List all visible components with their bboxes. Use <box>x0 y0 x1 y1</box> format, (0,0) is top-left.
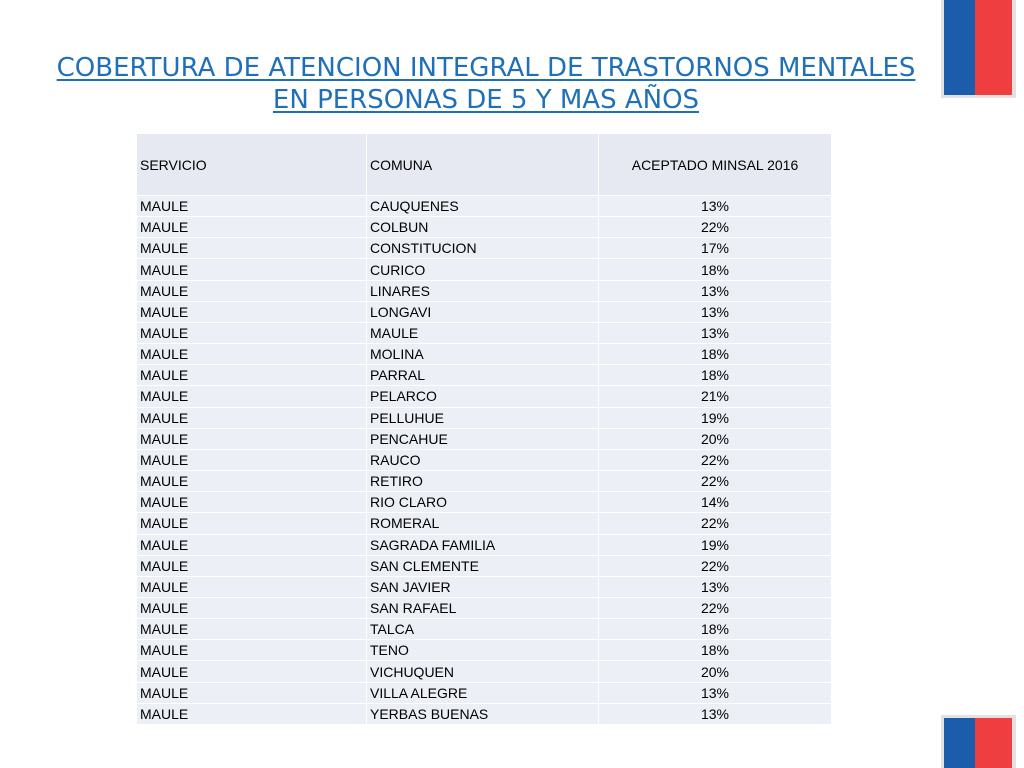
cell-aceptado: 14% <box>599 492 831 512</box>
cell-aceptado: 20% <box>599 661 831 681</box>
cell-comuna: ROMERAL <box>367 513 598 533</box>
cell-servicio: MAULE <box>137 323 366 343</box>
cell-aceptado: 18% <box>599 259 831 279</box>
cell-servicio: MAULE <box>137 513 366 533</box>
flag-blue-stripe <box>944 718 975 768</box>
cell-aceptado: 13% <box>599 704 831 724</box>
cell-aceptado: 13% <box>599 281 831 301</box>
cell-comuna: LONGAVI <box>367 302 598 322</box>
cell-servicio: MAULE <box>137 471 366 491</box>
cell-comuna: RIO CLARO <box>367 492 598 512</box>
cell-comuna: SAN JAVIER <box>367 577 598 597</box>
cell-aceptado: 19% <box>599 535 831 555</box>
flag-decoration-top <box>941 0 1016 98</box>
cell-comuna: VILLA ALEGRE <box>367 683 598 703</box>
cell-aceptado: 18% <box>599 365 831 385</box>
flag-decoration-bottom <box>941 715 1016 768</box>
cell-aceptado: 18% <box>599 640 831 660</box>
cell-comuna: SAGRADA FAMILIA <box>367 535 598 555</box>
column-header-aceptado: ACEPTADO MINSAL 2016 <box>599 134 831 195</box>
cell-servicio: MAULE <box>137 598 366 618</box>
cell-aceptado: 13% <box>599 196 831 216</box>
cell-servicio: MAULE <box>137 535 366 555</box>
cell-servicio: MAULE <box>137 217 366 237</box>
cell-servicio: MAULE <box>137 302 366 322</box>
cell-comuna: TALCA <box>367 619 598 639</box>
cell-aceptado: 13% <box>599 683 831 703</box>
cell-aceptado: 18% <box>599 619 831 639</box>
cell-servicio: MAULE <box>137 238 366 258</box>
data-table <box>137 134 831 724</box>
cell-comuna: PARRAL <box>367 365 598 385</box>
cell-servicio: MAULE <box>137 683 366 703</box>
cell-aceptado: 19% <box>599 408 831 428</box>
cell-aceptado: 18% <box>599 344 831 364</box>
flag-blue-stripe <box>944 0 975 95</box>
cell-aceptado: 13% <box>599 302 831 322</box>
cell-servicio: MAULE <box>137 344 366 364</box>
cell-servicio: MAULE <box>137 281 366 301</box>
cell-comuna: PELLUHUE <box>367 408 598 428</box>
cell-aceptado: 22% <box>599 513 831 533</box>
cell-servicio: MAULE <box>137 365 366 385</box>
cell-aceptado: 22% <box>599 217 831 237</box>
cell-comuna: RAUCO <box>367 450 598 470</box>
cell-comuna: CAUQUENES <box>367 196 598 216</box>
cell-servicio: MAULE <box>137 577 366 597</box>
cell-aceptado: 22% <box>599 598 831 618</box>
column-header-comuna: COMUNA <box>367 134 598 195</box>
cell-servicio: MAULE <box>137 704 366 724</box>
cell-aceptado: 22% <box>599 556 831 576</box>
cell-comuna: MOLINA <box>367 344 598 364</box>
cell-servicio: MAULE <box>137 429 366 449</box>
cell-servicio: MAULE <box>137 556 366 576</box>
cell-servicio: MAULE <box>137 386 366 406</box>
cell-comuna: LINARES <box>367 281 598 301</box>
cell-aceptado: 20% <box>599 429 831 449</box>
cell-comuna: PELARCO <box>367 386 598 406</box>
cell-comuna: CONSTITUCION <box>367 238 598 258</box>
cell-aceptado: 13% <box>599 577 831 597</box>
cell-servicio: MAULE <box>137 661 366 681</box>
cell-comuna: SAN CLEMENTE <box>367 556 598 576</box>
cell-servicio: MAULE <box>137 408 366 428</box>
cell-aceptado: 22% <box>599 471 831 491</box>
cell-comuna: SAN RAFAEL <box>367 598 598 618</box>
cell-comuna: CURICO <box>367 259 598 279</box>
slide-title: COBERTURA DE ATENCION INTEGRAL DE TRASTORNOS MENTALES EN PERSONAS DE 5 Y MAS AÑOS <box>56 53 916 115</box>
cell-servicio: MAULE <box>137 640 366 660</box>
cell-comuna: TENO <box>367 640 598 660</box>
flag-red-stripe <box>975 718 1012 768</box>
cell-comuna: VICHUQUEN <box>367 661 598 681</box>
cell-servicio: MAULE <box>137 619 366 639</box>
cell-comuna: PENCAHUE <box>367 429 598 449</box>
cell-aceptado: 13% <box>599 323 831 343</box>
cell-comuna: MAULE <box>367 323 598 343</box>
cell-aceptado: 21% <box>599 386 831 406</box>
cell-servicio: MAULE <box>137 196 366 216</box>
cell-servicio: MAULE <box>137 259 366 279</box>
column-header-servicio: SERVICIO <box>137 134 366 195</box>
cell-comuna: YERBAS BUENAS <box>367 704 598 724</box>
cell-aceptado: 22% <box>599 450 831 470</box>
flag-red-stripe <box>975 0 1012 95</box>
cell-servicio: MAULE <box>137 492 366 512</box>
cell-comuna: COLBUN <box>367 217 598 237</box>
cell-aceptado: 17% <box>599 238 831 258</box>
cell-comuna: RETIRO <box>367 471 598 491</box>
cell-servicio: MAULE <box>137 450 366 470</box>
